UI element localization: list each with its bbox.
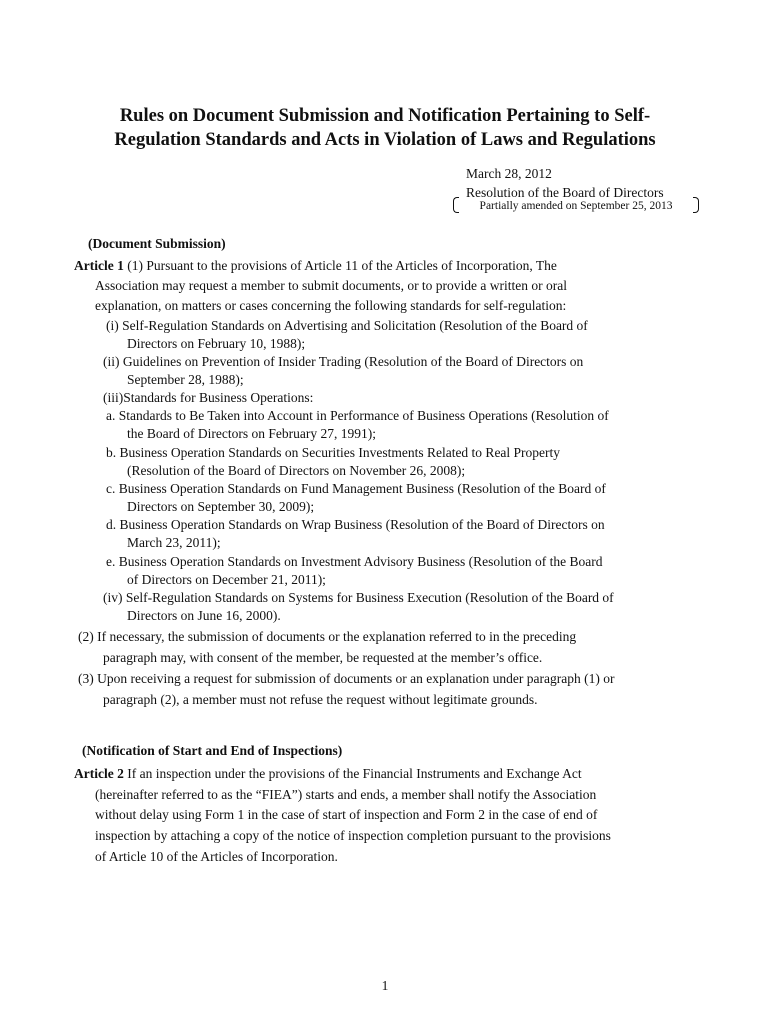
sub-item-b: b. Business Operation Standards on Securities Investments Related to Real Property: [106, 445, 561, 460]
paragraph-2-cont: paragraph may, with consent of the member, be requested at the member’s office.: [103, 650, 543, 665]
list-item-i: (i) Self-Regulation Standards on Advertising and Solicitation (Resolution of the Board of: [106, 318, 588, 333]
article-2-line: (hereinafter referred to as the “FIEA”) starts and ends, a member shall notify the Association: [95, 787, 597, 802]
article-2-line: without delay using Form 1 in the case of start of inspection and Form 2 in the case of end of: [95, 807, 598, 822]
title-line-1: Rules on Document Submission and Notification Pertaining to Self-: [119, 106, 651, 126]
right-bracket-icon: [693, 197, 699, 213]
amendment-text: Partially amended on September 25, 2013: [479, 200, 673, 212]
sub-item-a-cont: the Board of Directors on February 27, 1991);: [127, 426, 376, 441]
article-1-line: Association may request a member to submit documents, or to provide a written or oral: [95, 278, 568, 293]
article-2-line: Article 2 If an inspection under the provisions of the Financial Instruments and Exchange Act: [74, 766, 582, 781]
sub-item-e-cont: of Directors on December 21, 2011);: [127, 572, 326, 587]
resolution-note: Resolution of the Board of Directors: [466, 185, 664, 200]
list-item-iv-cont: Directors on June 16, 2000).: [127, 608, 281, 623]
article-2-heading: (Notification of Start and End of Inspections): [82, 743, 343, 758]
sub-item-d-cont: March 23, 2011);: [127, 535, 221, 550]
sub-item-b-cont: (Resolution of the Board of Directors on November 26, 2008);: [127, 463, 466, 478]
article-2-line: inspection by attaching a copy of the notice of inspection completion pursuant to the provisions: [95, 828, 611, 843]
document-title: [60, 104, 710, 152]
article-1-line: Article 1 (1) Pursuant to the provisions of Article 11 of the Articles of Incorporation, The: [74, 258, 557, 273]
list-item-iv: (iv) Self-Regulation Standards on Systems for Business Execution (Resolution of the Board of: [103, 590, 614, 605]
list-item-iii: (iii)Standards for Business Operations:: [103, 390, 314, 405]
sub-item-d: d. Business Operation Standards on Wrap Business (Resolution of the Board of Directors on: [106, 517, 605, 532]
page-number: 1: [381, 978, 389, 993]
left-bracket-icon: [453, 197, 459, 213]
paragraph-2: (2) If necessary, the submission of documents or the explanation referred to in the preceding: [78, 629, 577, 644]
article-1-line: explanation, on matters or cases concerning the following standards for self-regulation:: [95, 298, 567, 313]
list-item-ii: (ii) Guidelines on Prevention of Insider Trading (Resolution of the Board of Directors on: [103, 354, 584, 369]
sub-item-e: e. Business Operation Standards on Investment Advisory Business (Resolution of the Board: [106, 554, 603, 569]
document-date: March 28, 2012: [466, 166, 552, 181]
article-1-label: Article 1: [74, 258, 124, 273]
sub-item-a: a. Standards to Be Taken into Account in Performance of Business Operations (Resolution of: [106, 408, 609, 423]
paragraph-3: (3) Upon receiving a request for submission of documents or an explanation under paragraph (1) or: [78, 671, 615, 686]
sub-item-c-cont: Directors on September 30, 2009);: [127, 499, 315, 514]
list-item-i-cont: Directors on February 10, 1988);: [127, 336, 306, 351]
title-line-2: Regulation Standards and Acts in Violation of Laws and Regulations: [114, 130, 656, 150]
article-1-heading: (Document Submission): [88, 236, 226, 251]
list-item-ii-cont: September 28, 1988);: [127, 372, 244, 387]
article-2-line: of Article 10 of the Articles of Incorporation.: [95, 849, 338, 864]
paragraph-3-cont: paragraph (2), a member must not refuse the request without legitimate grounds.: [103, 692, 538, 707]
article-2-label: Article 2: [74, 766, 124, 781]
sub-item-c: c. Business Operation Standards on Fund Management Business (Resolution of the Board of: [106, 481, 606, 496]
amendment-note: [453, 195, 699, 217]
